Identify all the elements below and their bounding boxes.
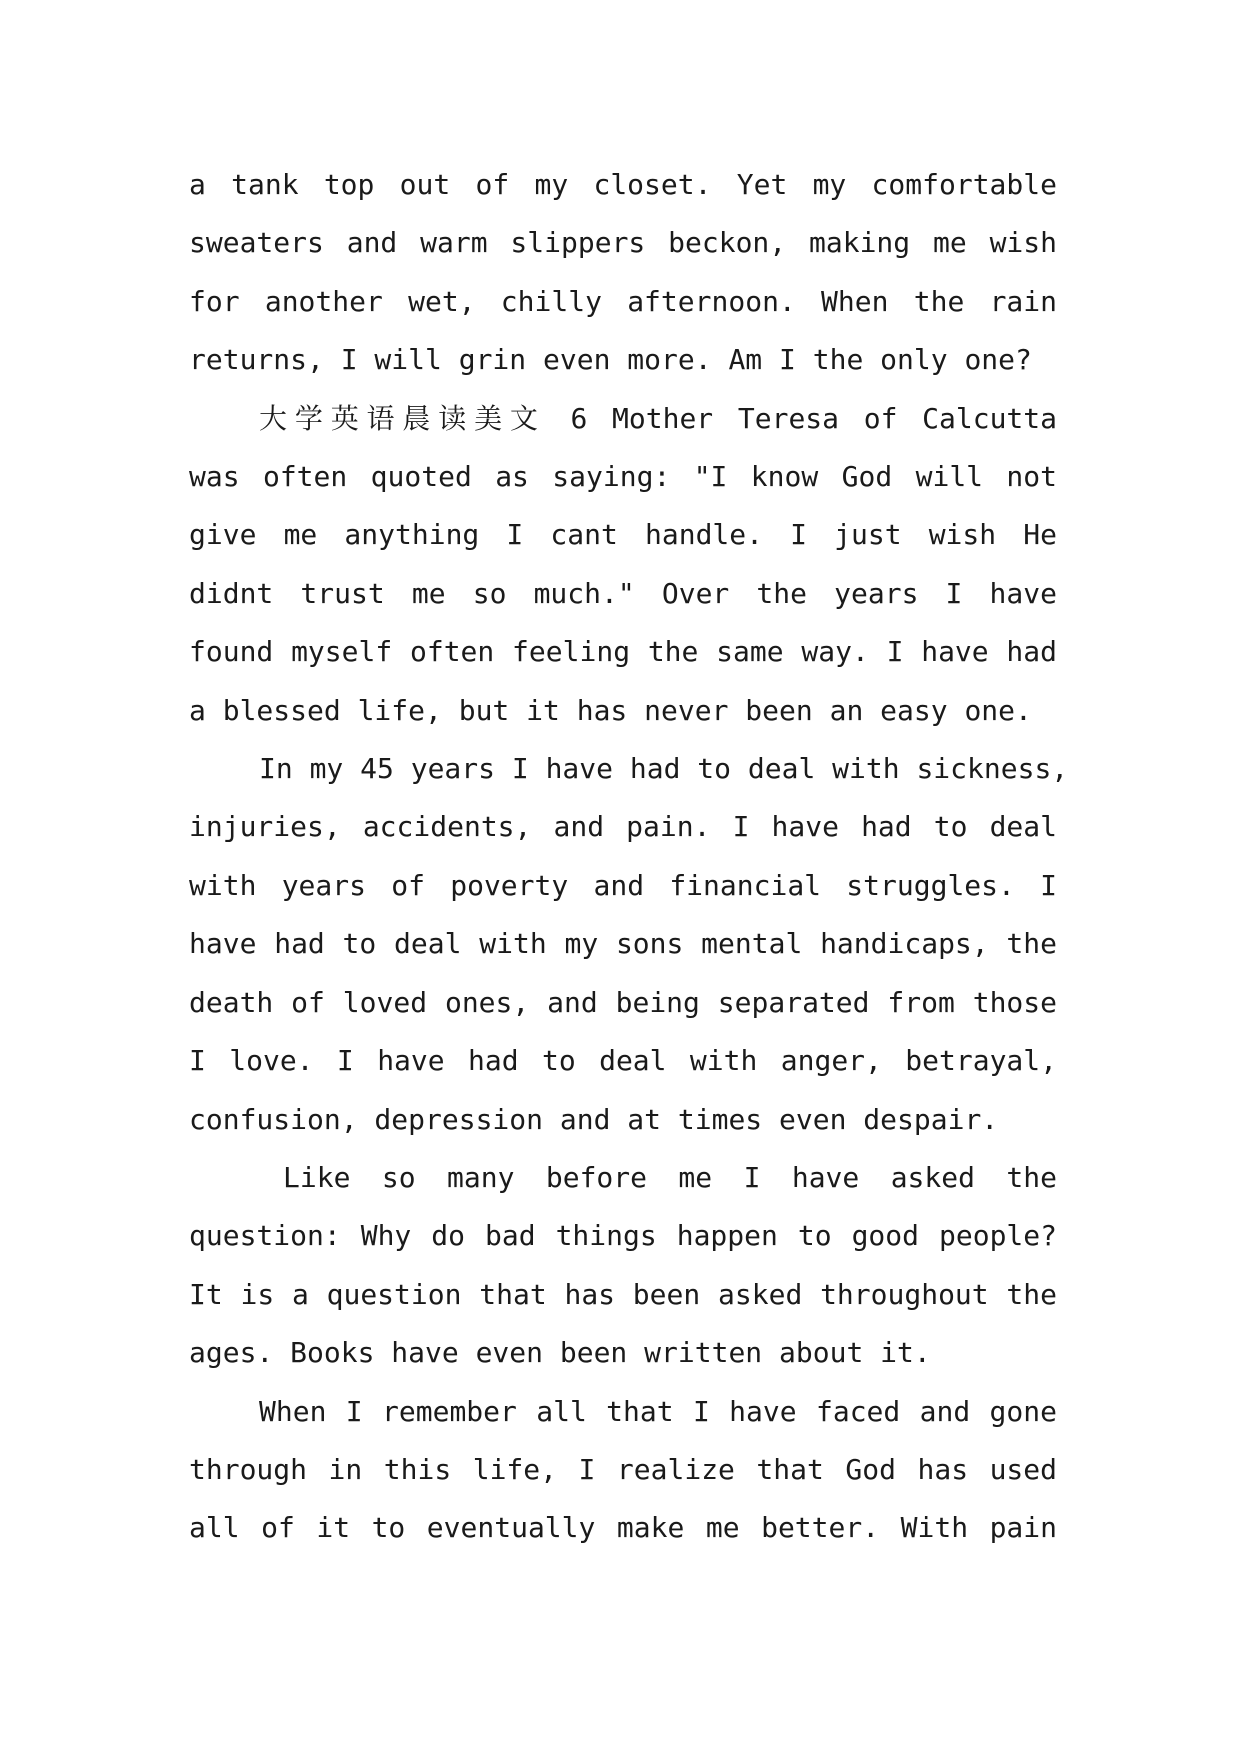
paragraph-hardships [189,740,1069,1149]
text-line: have had to deal with my sons mental handicaps, the [189,927,1057,961]
text-line: When I remember all that I have faced and gone [259,1394,1057,1428]
text-line: didnt trust me so much." Over the years I have [189,576,1057,610]
text-line: a tank top out of my closet. Yet my comfortable [189,168,1057,201]
text-line: all of it to eventually make me better. With pain [189,1511,1057,1545]
text-line: with years of poverty and financial struggles. I [189,868,1057,902]
body-text [189,156,1069,1558]
text-line: death of loved ones, and being separated from those [189,985,1057,1019]
text-line: question: Why do bad things happen to good people? [189,1219,1057,1253]
text-line: through in this life, I realize that God has used [189,1452,1057,1486]
text-line: was often quoted as saying: "I know God will not [189,460,1057,494]
text-line: a blessed life, but it has never been an easy one. [189,693,1032,727]
paragraph-rain-ending [189,156,1057,390]
text-line: Like so many before me I have asked the [283,1160,1057,1194]
text-line: I love. I have had to deal with anger, betrayal, [189,1044,1057,1078]
text-line: confusion, depression and at times even despair. [189,1102,999,1136]
paragraph-mother-teresa [189,390,1057,740]
text-line: sweaters and warm slippers beckon, making me wish [189,226,1057,260]
paragraph-remember [189,1383,1057,1558]
text-line: for another wet, chilly afternoon. When the rain [189,284,1057,318]
section-heading-line: 大学英语晨读美文 6 Mother Teresa of Calcutta [259,401,1057,435]
paragraph-question [189,1149,1057,1383]
text-line: returns, I will grin even more. Am I the only one? [189,343,1032,377]
text-line: injuries, accidents, and pain. I have had to deal [189,810,1057,844]
text-line: It is a question that has been asked throughout the [189,1277,1057,1311]
text-line: In my 45 years I have had to deal with sickness, [259,752,1069,786]
text-line: give me anything I cant handle. I just wish He [189,518,1057,552]
text-line: found myself often feeling the same way. I have had [189,635,1057,669]
text-line: ages. Books have even been written about it. [189,1336,931,1370]
